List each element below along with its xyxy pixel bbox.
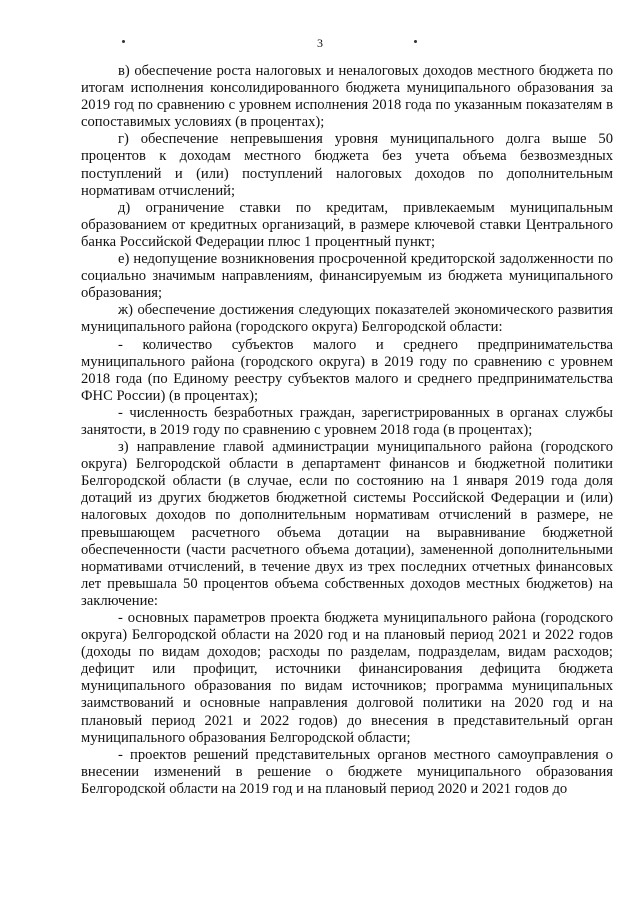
paragraph-zh: ж) обеспечение достижения следующих показателей экономического развития муниципального района (городского округа) Белгородской области: xyxy=(81,302,613,336)
paragraph-z-item-2: - проектов решений представительных органов местного самоуправления о внесении изменений в решение о бюджете муниципального образования Белгородской области на 2019 год и на плановый период 2020 и 2021 годов до xyxy=(81,746,613,797)
paragraph-g: г) обеспечение непревышения уровня муниципального долга выше 50 процентов к доходам местного бюджета без учета объема безвозмездных поступлений и (или) поступлений налоговых доходов по дополнительным нормативам отчислений; xyxy=(81,131,613,199)
document-body xyxy=(81,63,613,798)
scan-mark-right xyxy=(414,40,417,43)
paragraph-zh-item-1: - количество субъектов малого и среднего предпринимательства муниципального района (городского округа) в 2019 году по сравнению с уровнем 2018 года (по Единому реестру субъектов малого и среднего предпринимательства ФНС России) (в процентах); xyxy=(81,336,613,404)
page-number: 3 xyxy=(317,36,323,50)
paragraph-v: в) обеспечение роста налоговых и неналоговых доходов местного бюджета по итогам исполнения консолидированного бюджета муниципального образования за 2019 год по сравнению с уровнем исполнения 2018 года по указанным показателям в сопоставимых условиях (в процентах); xyxy=(81,63,613,131)
paragraph-zh-item-2: - численность безработных граждан, зарегистрированных в органах службы занятости, в 2019 году по сравнению с уровнем 2018 года (в процентах); xyxy=(81,404,613,438)
paragraph-z-item-1: - основных параметров проекта бюджета муниципального района (городского округа) Белгородской области на 2020 год и на плановый период 2021 и 2022 годов (доходы по видам доходов; расходы по разделам, подразделам, видам расходов; дефицит или профицит, источники финансирования дефицита бюджета муниципального образования по видам источников; программа муниципальных заимствований и основные направления долговой политики на 2020 год и на плановый период 2021 и 2022 годов) до внесения в представительный орган муниципального образования Белгородской области; xyxy=(81,610,613,746)
paragraph-z: з) направление главой администрации муниципального района (городского округа) Белгородской области в департамент финансов и бюджетной политики Белгородской области (в случае, если по состоянию на 1 января 2019 года доля дотаций из других бюджетов бюджетной системы Российской Федерации и (или) налоговых доходов по дополнительным нормативам отчислений в размере, не превышающем расчетного объема дотации на выравнивание бюджетной обеспеченности (части расчетного объема дотации), замененной дополнительными нормативами отчислений, в течение двух из трех последних отчетных финансовых лет превышала 50 процентов объема собственных доходов местных бюджетов) на заключение: xyxy=(81,439,613,609)
paragraph-e: е) недопущение возникновения просроченной кредиторской задолженности по социально значимым направлениям, финансируемым из бюджета муниципального образования; xyxy=(81,251,613,302)
paragraph-d: д) ограничение ставки по кредитам, привлекаемым муниципальным образованием от кредитных организаций, в размере ключевой ставки Центрального банка Российской Федерации плюс 1 процентный пункт; xyxy=(81,199,613,250)
